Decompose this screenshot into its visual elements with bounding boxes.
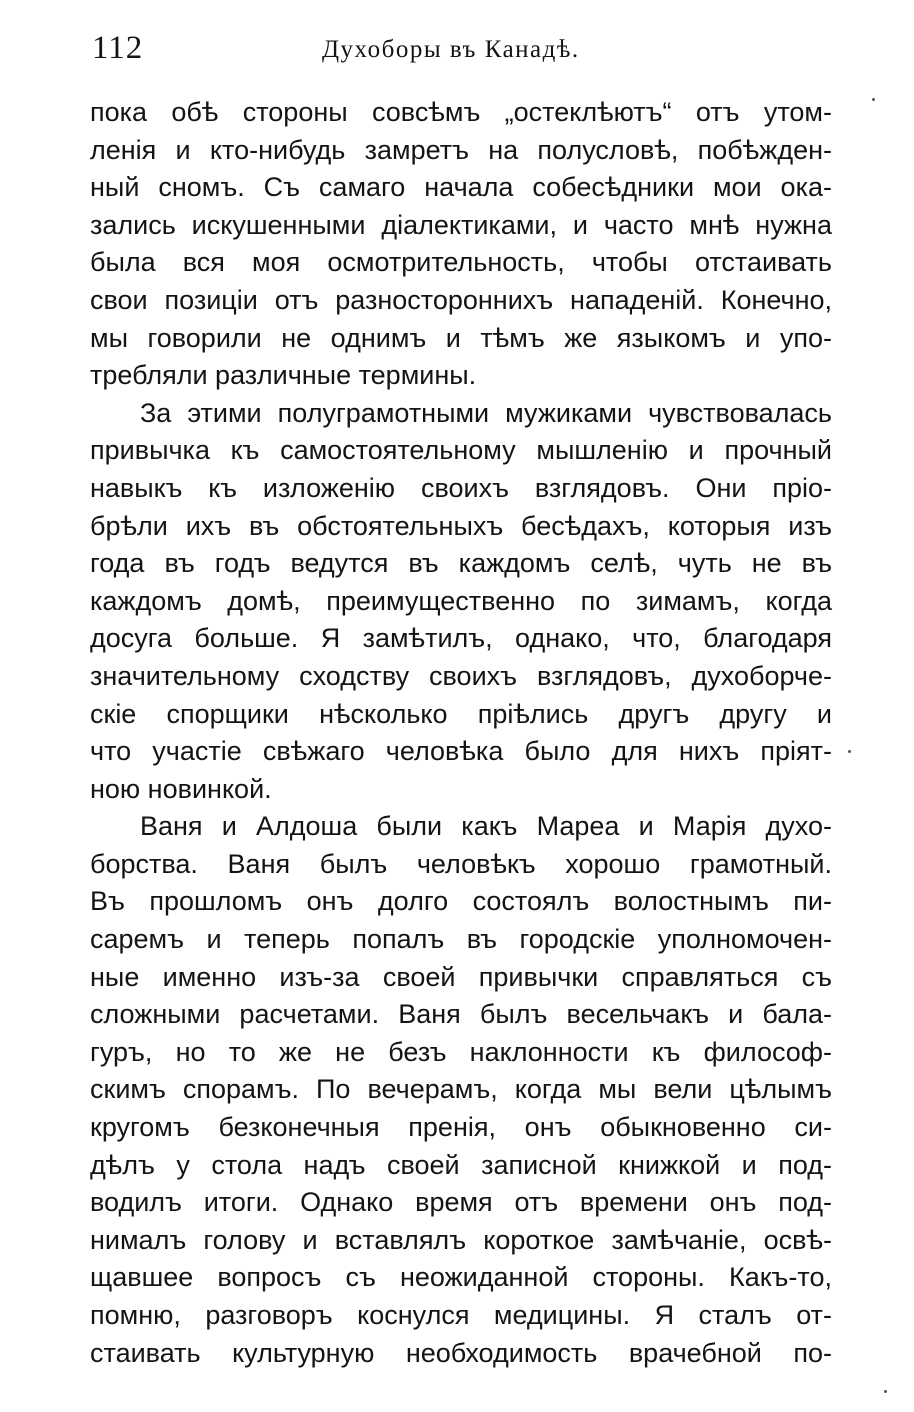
text-line: досуга больше. Я замѣтилъ, однако, что, благодаря [90,623,832,654]
text-line: скіе спорщики нѣсколько пріѣлись другъ другу и [90,698,832,729]
page-header [92,30,832,74]
page-number: 112 [92,30,144,66]
text-line: нималъ голову и вставлялъ короткое замѣчаніе, освѣ- [90,1224,832,1255]
text-line: кругомъ безконечныя пренія, онъ обыкновенно си- [90,1112,832,1143]
text-line: что участіе свѣжаго человѣка было для нихъ пріят- [90,736,832,767]
margin-speck [884,1390,887,1393]
running-title: Духоборы въ Канадѣ. [322,36,580,63]
text-line: навыкъ къ изложенію своихъ взглядовъ. Они пріо- [90,472,832,503]
text-line: стаивать культурную необходимость врачебной по- [90,1337,832,1368]
text-line: ные именно изъ-за своей привычки справляться съ [90,961,832,992]
text-line: требляли различные термины. [90,360,477,391]
text-line: саремъ и теперь попалъ въ городскіе уполномочен- [90,924,832,955]
body-text [90,94,832,1372]
text-line: За этими полуграмотными мужиками чувствовалась [140,397,832,428]
text-line: зались искушенными діалектиками, и часто мнѣ нужна [90,209,832,240]
text-line: Ваня и Алдоша были какъ Мареа и Марія духо- [140,811,832,842]
text-line: скимъ спорамъ. По вечерамъ, когда мы вели цѣлымъ [90,1074,832,1105]
text-line: щавшее вопросъ съ неожиданной стороны. Какъ-то, [90,1262,832,1293]
text-line: помню, разговоръ коснулся медицины. Я сталъ от- [90,1300,832,1330]
text-line: водилъ итоги. Однако время отъ времени онъ под- [90,1187,832,1218]
text-line: каждомъ домѣ, преимущественно по зимамъ, когда [90,585,832,616]
text-line: брѣли ихъ въ обстоятельныхъ бесѣдахъ, которыя изъ [90,510,832,541]
margin-speck [848,750,851,753]
text-line: ленія и кто-нибудь замретъ на полусловѣ, побѣжден- [90,134,832,165]
text-line: значительному сходству своихъ взглядовъ, духоборче- [90,660,832,691]
text-line: борства. Ваня былъ человѣкъ хорошо грамотный. [90,848,832,879]
text-line: гуръ, но то же не безъ наклонности къ философ- [90,1036,832,1067]
text-line: привычка къ самостоятельному мышленію и прочный [90,435,832,466]
text-line: Въ прошломъ онъ долго состоялъ волостнымъ пи- [90,886,832,917]
text-line: мы говорили не однимъ и тѣмъ же языкомъ и упо- [90,322,832,353]
margin-speck [872,98,875,101]
text-line: ный сномъ. Съ самаго начала собесѣдники мои ока- [90,172,832,203]
text-line: была вся моя осмотрительность, чтобы отстаивать [90,247,832,278]
text-line: пока обѣ стороны совсѣмъ „остеклѣютъ“ отъ утом- [90,97,832,127]
text-line: ною новинкой. [90,773,272,804]
text-line: свои позиціи отъ разностороннихъ нападеній. Конечно, [90,284,832,315]
text-line: года въ годъ ведутся въ каждомъ селѣ, чуть не въ [90,548,832,579]
text-line: сложными расчетами. Ваня былъ весельчакъ и бала- [90,999,832,1030]
text-line: дѣлъ у стола надъ своей записной книжкой и под- [90,1149,832,1180]
